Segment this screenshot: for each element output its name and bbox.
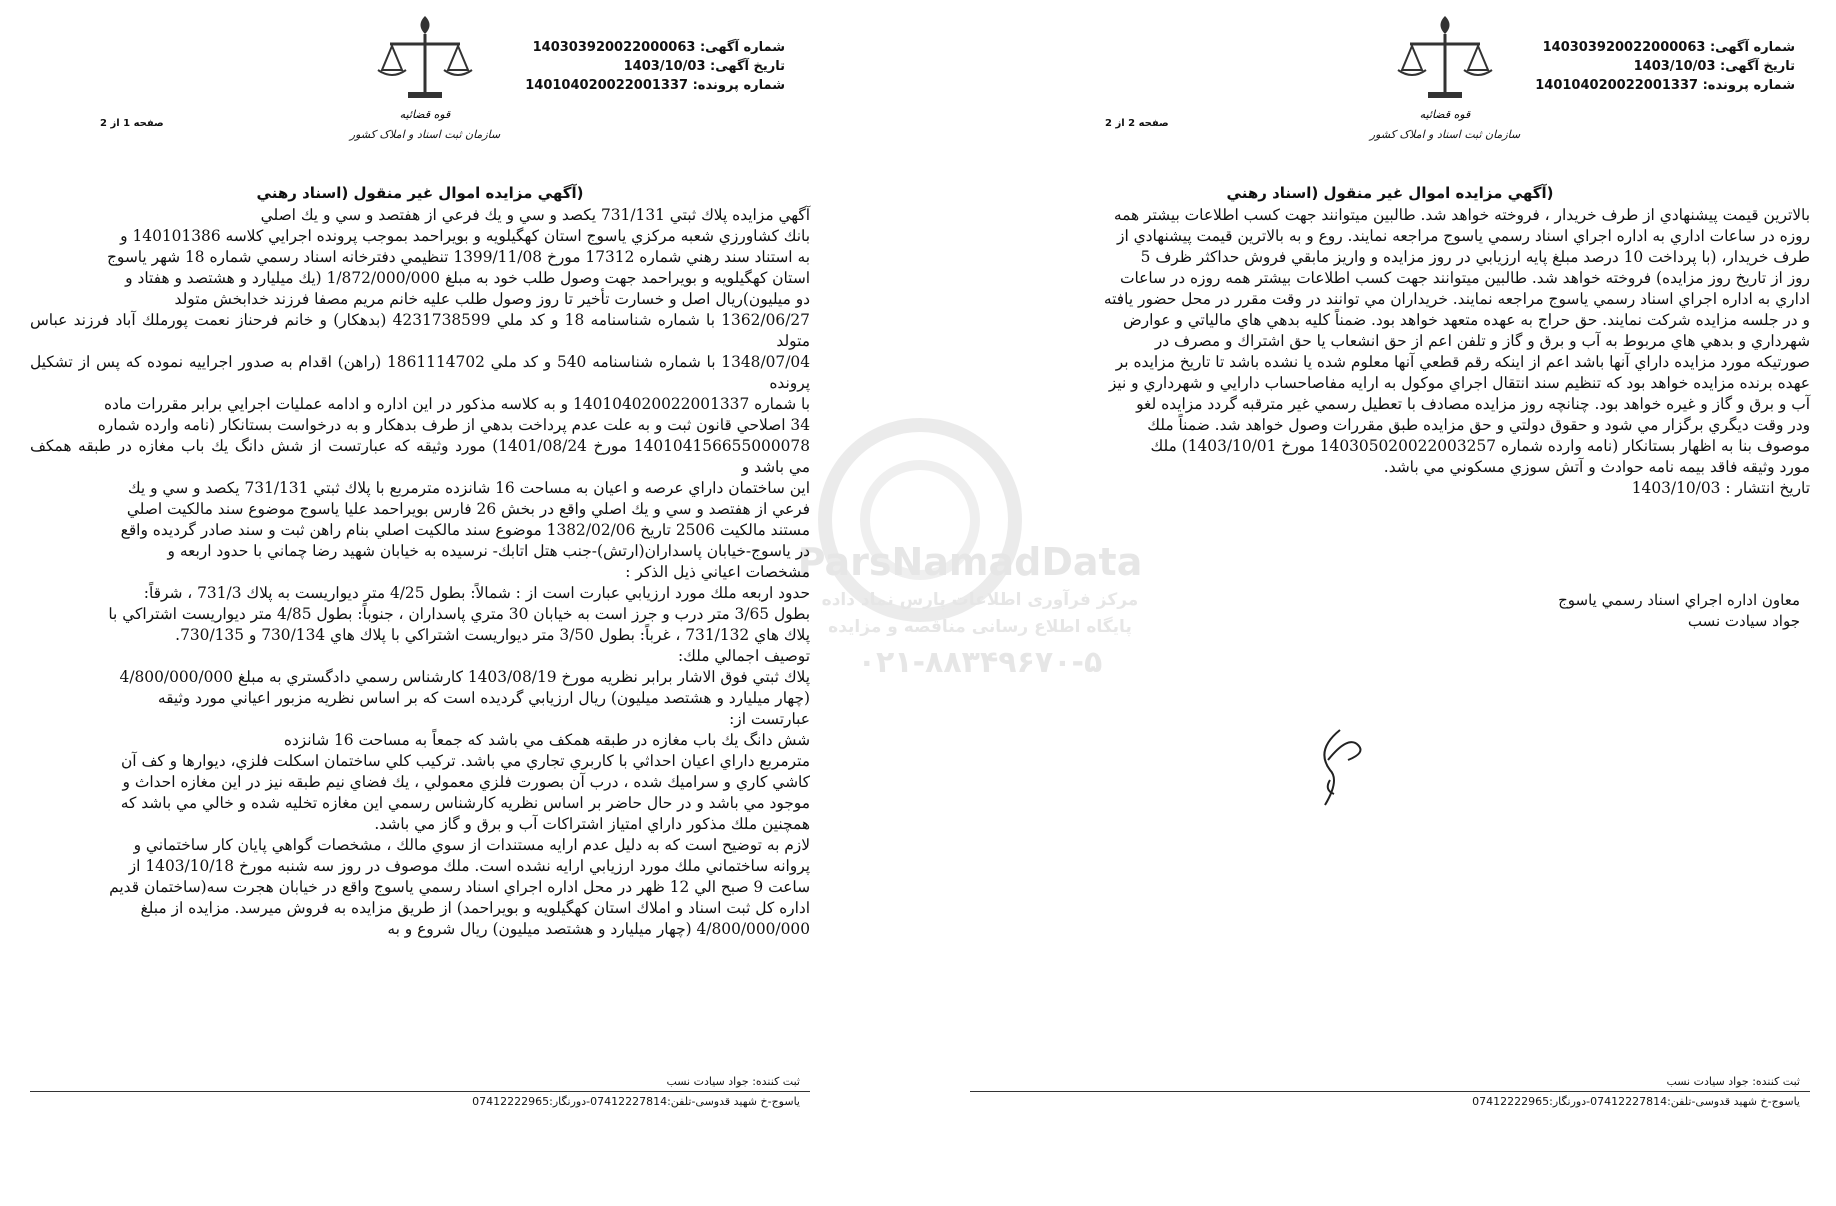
notice-date: 1403/10/03 — [1633, 59, 1716, 74]
watermark-brand: ParsNamadData — [797, 540, 1143, 584]
body-line: اداري به اداره اجراي اسناد رسمي ياسوج مراجعه نمايند. خريداران مي توانند در وقت مقرر در محل حضور يافته — [1103, 290, 1810, 308]
notice-meta — [1535, 38, 1795, 95]
body-line: كاشي كاري و سراميك شده ، درب آن بصورت فلزي معمولي ، يك فضاي نيم طبقه نيز در اين مغازه احداث و — [122, 773, 810, 791]
notice-body — [30, 205, 810, 940]
svg-text:قوه قضائیه: قوه قضائیه — [1419, 108, 1471, 121]
file-number: 140104020022001337 — [1535, 78, 1699, 93]
handwritten-signature-icon — [1300, 720, 1380, 810]
body-line: موصوف بنا به اظهار بستانكار (نامه وارده شماره 140305020022003257 مورخ 1403/10/01) ملك — [1150, 437, 1810, 455]
footer-divider — [30, 1091, 810, 1092]
body-line: 1348/07/04 با شماره شناسنامه 540 و كد ملي 1861114702 (راهن) اقدام به صدور اجراييه نموده كه پس از تشكيل پرونده — [30, 353, 810, 392]
footer-divider — [970, 1091, 1810, 1092]
file-number-label: شماره پرونده: — [1702, 78, 1795, 93]
body-line: طرف خريدار، (با پرداخت 10 درصد مبلغ پايه ارزيابي در روز مزايده و واريز مابقي فروش حداكثر ظرف 5 — [1140, 248, 1810, 266]
body-line: با شماره 140104020022001337 و به كلاسه مذكور در اين اداره و ادامه عمليات اجرايي برابر مقررات ماده — [103, 395, 810, 413]
body-line: بانك كشاورزي شعبه مركزي ياسوج استان كهگيلويه و بويراحمد بموجب پرونده اجرايي كلاسه 140101386 و — [120, 227, 810, 245]
body-line: تاريخ انتشار : 1403/10/03 — [1631, 479, 1810, 497]
body-line: مستند مالكيت 2506 تاريخ 1382/02/06 موضوع سند مالكيت اصلي بنام راهن ثبت و سند صادر گرديده واقع — [120, 521, 810, 539]
body-line: ودر وقت ديگري برگزار مي شود و حقوق دولتي و حق مزايده طبق مقررات وصول خواهد شد. ضمناً ملك — [1147, 416, 1810, 434]
contact-info: یاسوج-خ شهید قدوسی-تلفن:07412227814-دورنگار:07412222965 — [472, 1095, 800, 1108]
body-line: توصيف اجمالي ملك: — [677, 647, 810, 665]
notice-number-label: شماره آگهی: — [699, 40, 785, 55]
registrar-name: جواد سیادت نسب — [666, 1075, 749, 1088]
body-line: روز از تاريخ روز مزايده) فروخته خواهد شد. طالبين ميتوانند جهت كسب اطلاعات بيشتر همه روزه در ساعات — [1119, 269, 1810, 287]
watermark-line1: مرکز فرآوری اطلاعات پارس نماد داده — [821, 590, 1139, 610]
body-line: شش دانگ يك باب مغازه در طبقه همكف مي باشد كه جمعاً به مساحت 16 شانزده — [283, 731, 810, 749]
body-line: پلاك ثبتي فوق الاشار برابر نظريه مورخ 1403/08/19 كارشناس رسمي دادگستري به مبلغ 4/800/000/000 — [119, 668, 810, 686]
watermark-line2: پایگاه اطلاع رسانی مناقصه و مزایده — [828, 617, 1132, 637]
page-indicator: صفحه 1 از 2 — [100, 118, 164, 129]
body-line: استان كهگيلويه و بويراحمد جهت وصول طلب خود به مبلغ 1/872/000/000 (يك ميليارد و هشتصد و هفتاد و — [125, 269, 810, 287]
emblem-caption: سازمان ثبت اسناد و املاک کشور — [349, 128, 501, 141]
notice-title: (آگهي مزايده اموال غير منقول (اسناد رهني — [1226, 184, 1554, 202]
body-line: 140104156655000078 مورخ 1401/08/24) مورد وثيقه كه عبارتست از شش دانگ يك باب مغازه در طبقه همكف مي باشد و — [30, 437, 810, 476]
emblem-caption: سازمان ثبت اسناد و املاک کشور — [1369, 128, 1521, 141]
body-line: 34 اصلاحي قانون ثبت و به علت عدم پرداخت بدهي از طرف بدهكار و به درخواست بستانكار (نامه وارده شماره — [97, 416, 810, 434]
body-line: (چهار ميليارد و هشتصد ميليون) ريال ارزيابي گرديده است كه بر اساس نظريه مزبور اعياني مورد وثيقه — [157, 689, 810, 707]
body-line: در ياسوج-خيابان پاسداران(ارتش)-جنب هتل اتابك- نرسيده به خيابان شهيد رضا چماني با حدود اربعه و — [167, 542, 810, 560]
body-line: پلاك هاي 731/132 ، غرباً: بطول 3/50 متر ديواريست اشتراكي با پلاك هاي 730/134 و 730/135. — [175, 626, 810, 644]
notice-number: 140303920022000063 — [1542, 40, 1706, 55]
notice-date: 1403/10/03 — [623, 59, 706, 74]
body-line: لازم به توضيح است كه به دليل عدم ارايه مستندات از سوي مالك ، مشخصات گواهي پايان كار ساختماني و — [133, 836, 810, 854]
body-line: اداره كل ثبت اسناد و املاك استان كهگيلويه و بويراحمد) از طريق مزايده به فروش ميرسد. مزايده از مبلغ — [140, 899, 810, 917]
footer — [970, 1075, 1810, 1108]
notice-body — [970, 205, 1810, 499]
body-line: پروانه ساختماني ملك مورد ارزيابي ارايه نشده است. ملك موصوف در روز سه شنبه مورخ 1403/10/18 از — [128, 857, 810, 875]
body-line: مترمربع داراي اعيان احداثي با كاربري تجاري مي باشد. تركيب كلي ساختمان اسكلت فلزي، ديوارها و كف آن — [121, 752, 810, 770]
notice-date-label: تاریخ آگهی: — [710, 59, 785, 74]
notice-page-1 — [30, 0, 810, 1206]
page-indicator: صفحه 2 از 2 — [1105, 118, 1169, 129]
body-line: عبارتست از: — [729, 710, 810, 728]
body-line: ساعت 9 صبح الي 12 ظهر در محل اداره اجراي اسناد رسمي ياسوج واقع در خيابان هجرت سه(ساختمان قديم — [109, 878, 810, 896]
notice-number: 140303920022000063 — [532, 40, 696, 55]
file-number: 140104020022001337 — [525, 78, 689, 93]
body-line: اين ساختمان داراي عرصه و اعيان به مساحت 16 شانزده مترمربع با پلاك ثبتي 731/131 يكصد و سي و يك — [127, 479, 810, 497]
body-line: همچنين ملك مذكور داراي امتياز اشتراكات آب و برق و گاز مي باشد. — [374, 815, 810, 833]
signer-title: معاون اداره اجراي اسناد رسمي ياسوج — [1558, 591, 1800, 609]
notice-page-2 — [970, 0, 1810, 1206]
body-line: بالاترين قيمت پيشنهادي از طرف خريدار ، فروخته خواهد شد. طالبين ميتوانند جهت كسب اطلاعات بيشتر همه — [1113, 206, 1810, 224]
body-line: روزه در ساعات اداري به اداره اجراي اسناد رسمي ياسوج مراجعه نمايند. روع و به بالاترين قيمت پيشنهادي از — [1117, 227, 1810, 245]
body-line: دو ميليون)ريال اصل و خسارت تأخير تا روز وصول طلب عليه خانم مريم مصفا فرزند خدابخش متولد — [174, 290, 810, 308]
body-line: عهده برنده مزايده خواهد بود كه تنظيم سند انتقال اجراي موكول به ارايه مفاصاحساب دارايي و شهرداري و نيز — [1108, 374, 1810, 392]
body-line: به استناد سند رهني شماره 17312 مورخ 1399/11/08 تنظيمي دفترخانه اسناد رسمي شماره 18 شهر ياسوج — [106, 248, 810, 266]
notice-meta — [525, 38, 785, 95]
watermark-phone: ۰۲۱-۸۸۳۴۹۶۷۰-۵ — [857, 645, 1103, 680]
body-line: بطول 3/65 متر درب و جرز است به خيابان 30 متري پاسداران ، جنوباً: بطول 4/85 متر ديواريست اشتراكي با — [108, 605, 810, 623]
body-line: 1362/06/27 با شماره شناسنامه 18 و كد ملي 4231738599 (بدهكار) و خانم فرحناز نعمت پورملك آباد فرزند عباس متولد — [30, 311, 810, 350]
body-line: صورتيكه مورد مزايده داراي آنها باشد اعم از اينكه رقم قطعي آنها معلوم شده يا نشده باشد تا تاريخ مزايده بر — [1115, 353, 1810, 371]
body-line: مشخصات اعياني ذيل الذكر : — [625, 563, 810, 581]
registrar-label: ثبت کننده: — [1752, 1075, 1800, 1088]
file-number-label: شماره پرونده: — [692, 78, 785, 93]
body-line: شهرداري و بدهي هاي مربوط به آب و برق و گاز و تلفن اعم از حق انشعاب يا حق اشتراك و مصرف در — [1154, 332, 1810, 350]
body-line: و در جلسه مزايده شركت نمايند. حق حراج به عهده متعهد خواهد بود. ضمناً كليه بدهي هاي مالياتي و عوارض — [1123, 311, 1810, 329]
body-line: آب و برق و گاز و غيره خواهد بود. چنانچه روز مزايده مصادف با تعطيل رسمي غير مترقبه گردد مزايده لغو — [1136, 395, 1810, 413]
notice-title: (آگهي مزايده اموال غير منقول (اسناد رهني — [256, 184, 584, 202]
signer-name: جواد سيادت نسب — [1687, 612, 1800, 630]
body-line: فرعي از هفتصد و سي و يك اصلي واقع در بخش 26 فارس بويراحمد عليا ياسوج موضوع سند مالكيت اصلي — [126, 500, 810, 518]
body-line: حدود اربعه ملك مورد ارزيابي عبارت است از : شمالاً: بطول 4/25 متر ديواريست به پلاك 731/3 ، شرقاً: — [143, 584, 810, 602]
body-line: مورد وثيقه فاقد بيمه نامه حوادث و آتش سوزي مسكوني مي باشد. — [1383, 458, 1810, 476]
notice-date-label: تاریخ آگهی: — [1720, 59, 1795, 74]
signature-block — [1558, 590, 1800, 632]
registrar-label: ثبت کننده: — [752, 1075, 800, 1088]
body-line: 4/800/000/000 (چهار ميليارد و هشتصد ميليون) ريال شروع و به — [387, 920, 810, 938]
svg-text:قوه قضائیه: قوه قضائیه — [399, 108, 451, 121]
notice-number-label: شماره آگهی: — [1709, 40, 1795, 55]
body-line: آگهي مزايده پلاك ثبتي 731/131 يكصد و سي و يك فرعي از هفتصد و سي و يك اصلي — [260, 206, 810, 224]
body-line: موجود مي باشد و در حال حاضر بر اساس نظريه كارشناس رسمي اين مغازه تخليه شده و خالي مي باشد كه — [120, 794, 810, 812]
contact-info: یاسوج-خ شهید قدوسی-تلفن:07412227814-دورنگار:07412222965 — [1472, 1095, 1800, 1108]
registrar-name: جواد سیادت نسب — [1666, 1075, 1749, 1088]
footer — [30, 1075, 810, 1108]
